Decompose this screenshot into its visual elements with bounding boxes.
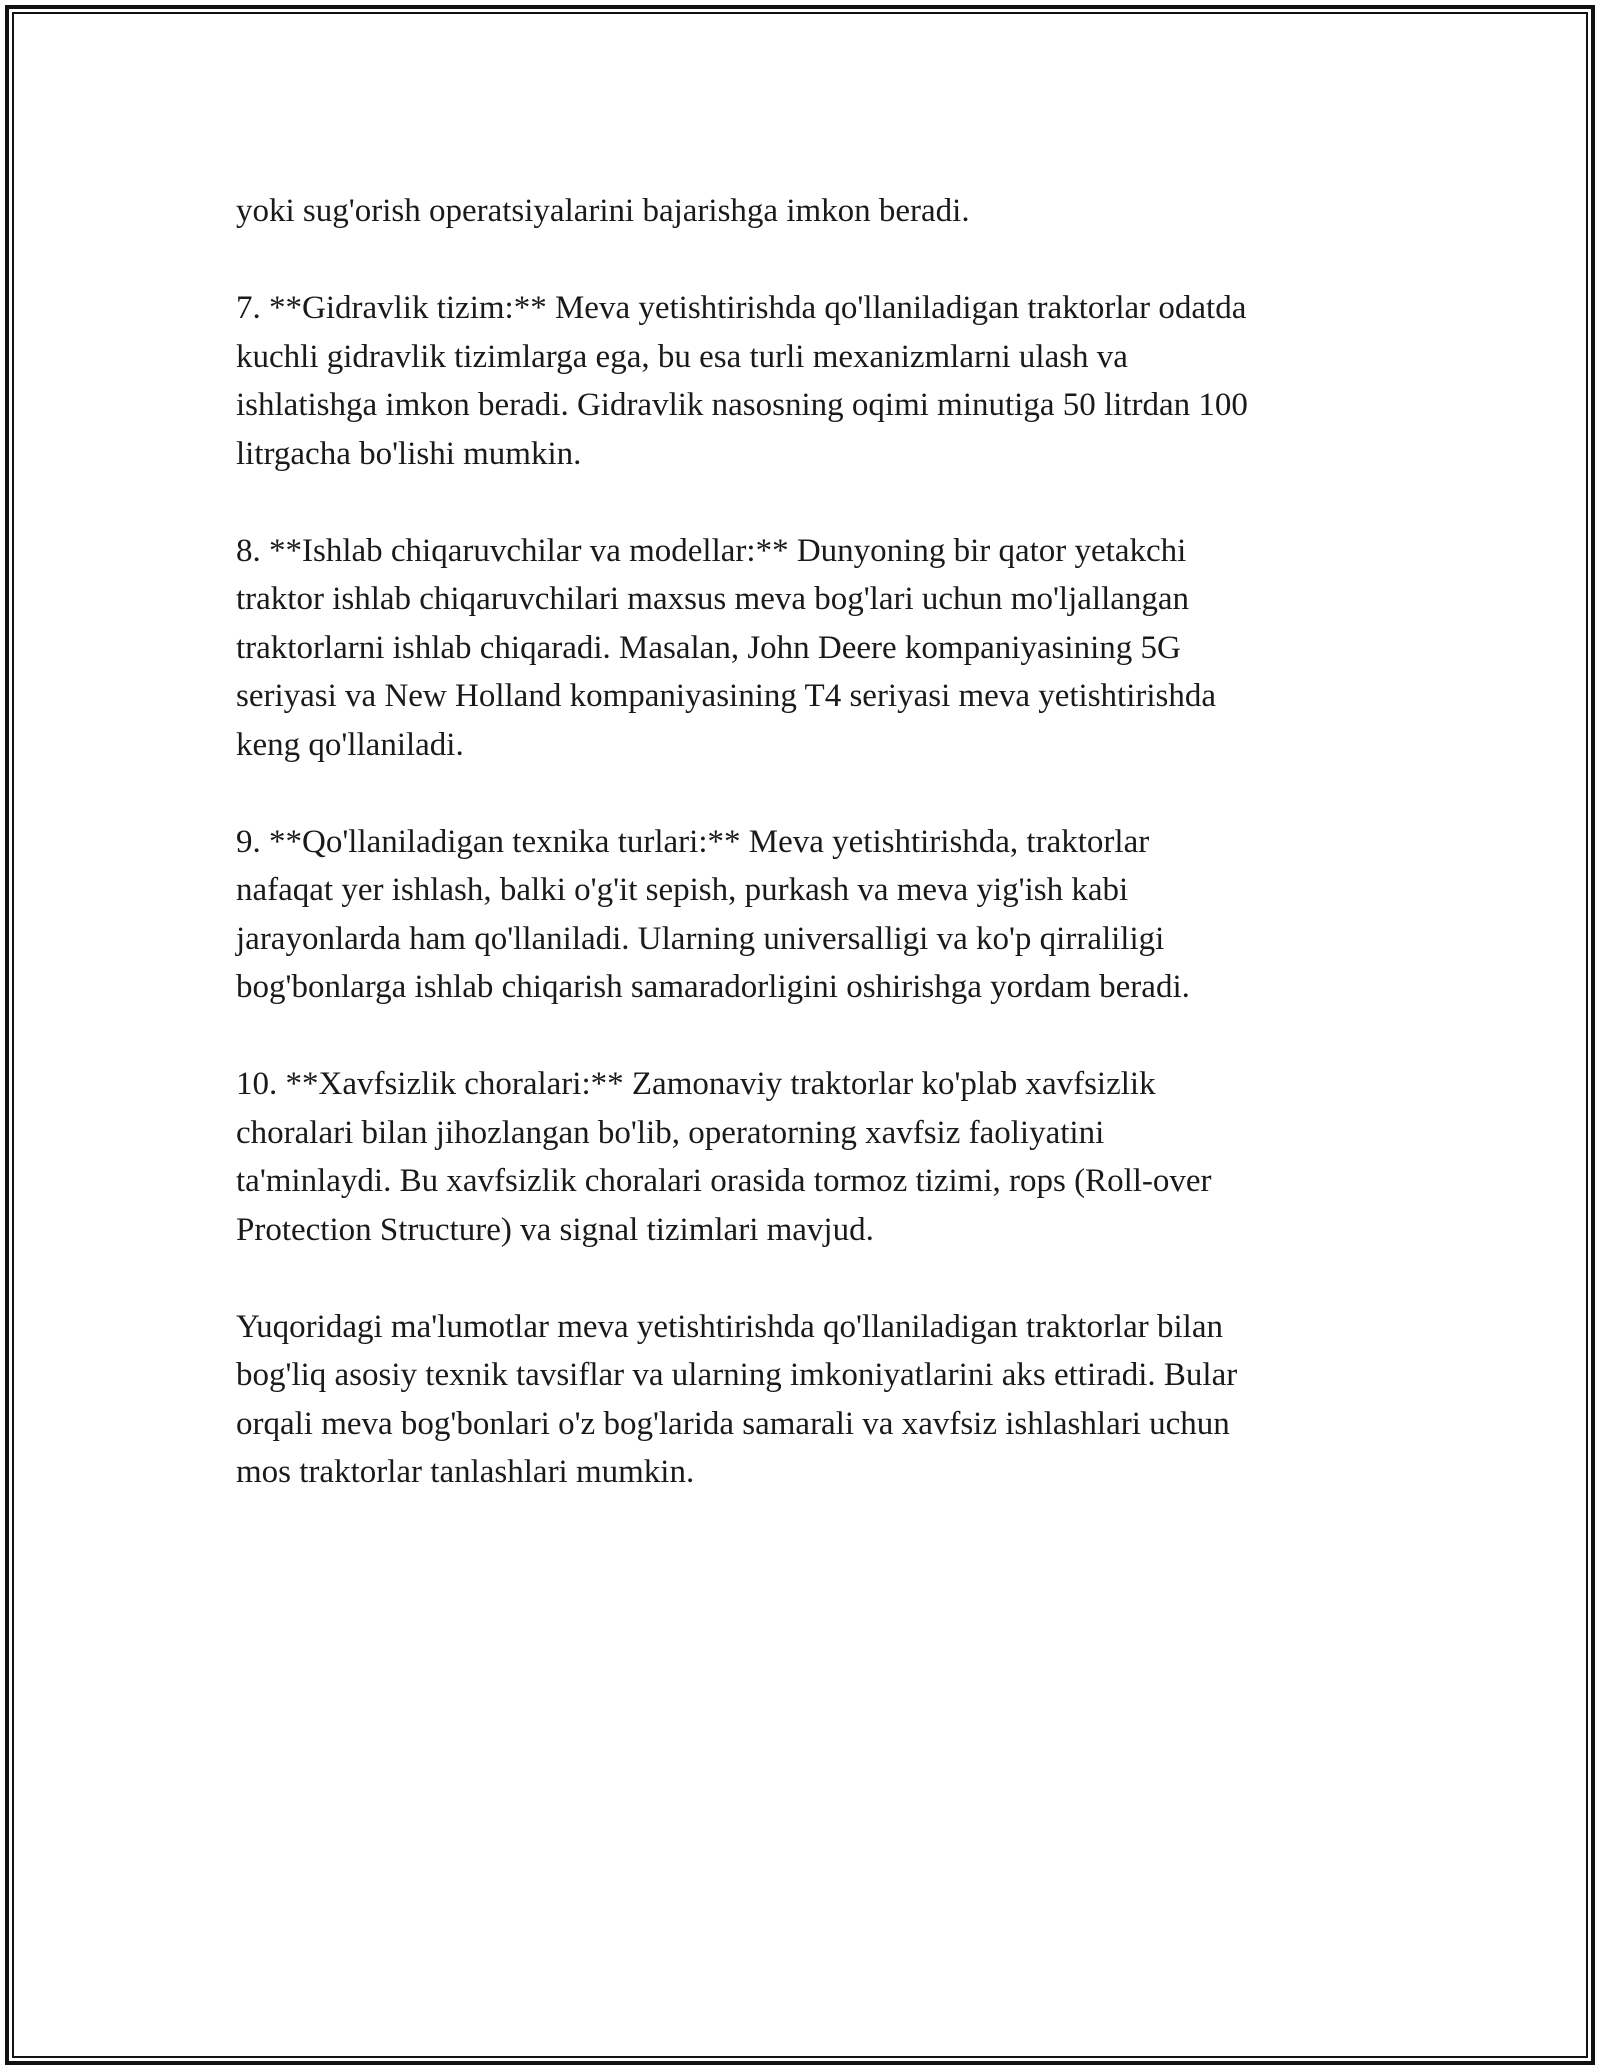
paragraph-equipment-types: 9. **Qo'llaniladigan texnika turlari:** Meva yetishtirishda, traktorlar nafaqat yer ishlash, balki o'g'it sepish, purkash va meva yig'ish kabi jarayonlarda ham qo'llaniladi. Ularning universalligi va ko'p qirraliligi bog'bonlarga ishlab chiqarish samaradorligini oshirishga yordam beradi. [236, 823, 1190, 1005]
paragraph-safety-measures: 10. **Xavfsizlik choralari:** Zamonaviy traktorlar ko'plab xavfsizlik choralari bilan jihozlangan bo'lib, operatorning xavfsiz faoliyatini ta'minlaydi. Bu xavfsizlik choralari orasida tormoz tizimi, rops (Roll-over Protection Structure) va signal tizimlari mavjud. [236, 1066, 1212, 1248]
paragraph-conclusion: Yuqoridagi ma'lumotlar meva yetishtirishda qo'llaniladigan traktorlar bilan bog'liq asosiy texnik tavsiflar va ularning imkoniyatlarini aks ettiradi. Bular orqali meva bog'bonlari o'z bog'larida samarali va xavfsiz ishlashlari uchun mos traktorlar tanlashlari mumkin. [236, 1308, 1238, 1490]
paragraph-hydraulic-system: 7. **Gidravlik tizim:** Meva yetishtirishda qo'llaniladigan traktorlar odatda kuchli gidravlik tizimlarga ega, bu esa turli mexanizmlarni ulash va ishlatishga imkon beradi. Gidravlik nasosning oqimi minutiga 50 litrdan 100 litrgacha bo'lishi mumkin. [236, 290, 1248, 472]
paragraph-manufacturers: 8. **Ishlab chiqaruvchilar va modellar:** Dunyoning bir qator yetakchi traktor ishlab chiqaruvchilari maxsus meva bog'lari uchun mo'ljallangan traktorlarni ishlab chiqaradi. Masalan, John Deere kompaniyasining 5G seriyasi va New Holland kompaniyasining T4 seriyasi meva yetishtirishda keng qo'llaniladi. [236, 532, 1217, 763]
paragraph-continuation: yoki sug'orish operatsiyalarini bajarishga imkon beradi. [236, 193, 970, 229]
document-body [236, 187, 1376, 1545]
